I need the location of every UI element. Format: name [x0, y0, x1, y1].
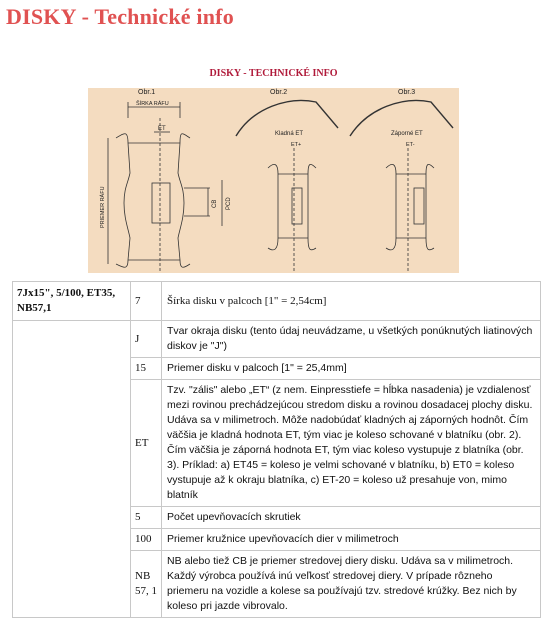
row-code: J [131, 321, 162, 358]
spec-table [12, 281, 541, 618]
et-minus-label: ET- [406, 142, 415, 148]
row-description: Priemer kružnice upevňovacích dier v milimetroch [162, 529, 541, 551]
row-description: Tvar okraja disku (tento údaj neuvádzame, u všetkých ponúknutých liatinových diskov je "J") [162, 321, 541, 358]
row-description: NB alebo tiež CB je priemer stredovej diery disku. Udáva sa v milimetroch. Každý výrobca používá inú veľkosť stredovej diery. V prípade rôzneho priemeru na vozidle a kolese sa používajú tzv. stredové krúžky. Bez nich by koleso pri jazde vibrovalo. [162, 551, 541, 618]
obr2-label: Obr.2 [270, 89, 288, 96]
figure-1 [99, 89, 232, 273]
rim-width-label: ŠÍRKA RÁFU [136, 101, 169, 107]
row-description: Tzv. "zális" alebo „ET“ (z nem. Einpresstiefe = hĺbka nasadenia) je vzdialenosť mezi rovinou prechádzejúcou stredom disku a rovinou dosadacej plochy disku. Udáva sa v milimetroch. Môže nadobúdať kladných aj záporných hodnôt. Čím väčšia je kladná hodnota ET, tým viac je koleso schované v blatníku (obr. 2). Čím väčšia je záporná hodnota ET, tým viac koleso vystupuje z blatníka (obr. 3). Príklad: a) ET45 = koleso je velmi schované v blatníku, b) ET0 = koleso vystupuje až k okraju blatníka, c) ET-20 = koleso už presahuje von, mimo blatník [162, 380, 541, 507]
negative-et-label: Záporné ET [391, 131, 423, 137]
row-code: ET [131, 380, 162, 507]
row-code: 100 [131, 529, 162, 551]
figure-3 [350, 89, 453, 273]
row-code: NB 57, 1 [131, 551, 162, 618]
spec-blank-cell [13, 321, 131, 618]
pcd-label: PCD [226, 197, 232, 210]
page-title: DISKY - Technické info [6, 4, 234, 29]
row-description: Počet upevňovacích skrutiek [162, 507, 541, 529]
spec-code: 7Jx15", 5/100, ET35, NB57,1 [13, 282, 131, 321]
et-plus-label: ET+ [291, 142, 302, 148]
row-description: Šírka disku v palcoch [1" = 2,54cm] [162, 282, 541, 321]
rim-diameter-label: PRIEMER RÁFU [100, 186, 106, 228]
obr3-label: Obr.3 [398, 89, 416, 96]
wheel-diagram [88, 88, 459, 273]
figure-caption: DISKY - TECHNICKÉ INFO [209, 68, 338, 79]
row-description: Priemer disku v palcoch [1" = 25,4mm] [162, 358, 541, 380]
row-code: 15 [131, 358, 162, 380]
row-code: 5 [131, 507, 162, 529]
figure-2 [236, 89, 338, 273]
obr1-label: Obr.1 [138, 89, 156, 96]
cb-label: CB [212, 199, 218, 208]
positive-et-label: Kladná ET [275, 131, 304, 137]
table-row [13, 282, 541, 321]
table-row [13, 321, 541, 358]
row-code: 7 [131, 282, 162, 321]
et-label-1: ET [158, 126, 166, 132]
